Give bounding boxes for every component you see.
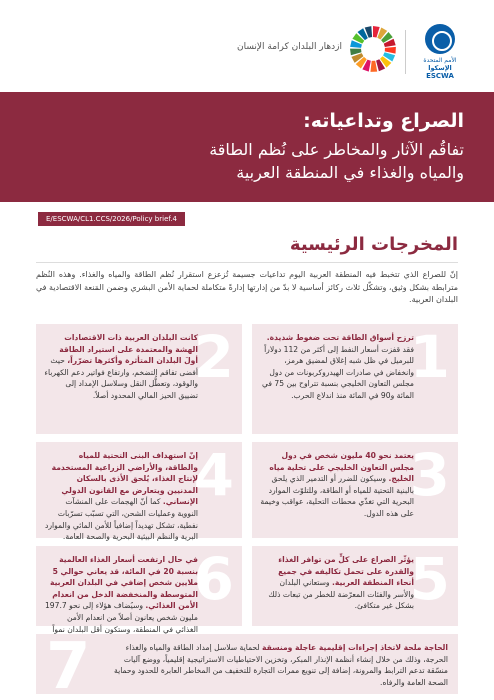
escwa-arabic-name: الإسكوا bbox=[428, 64, 452, 72]
finding-number: 4 bbox=[193, 441, 234, 509]
finding-body: كما أنّ الهجمات على المنشآت النووية وعمليات الشحن، التي تسبّب تسرّبات نفطية، تشكل تهديداً إضافياً للأمن المائي والموارد البرية والنظم البيئية البحرية والصحة العامة. bbox=[44, 497, 198, 542]
finding-body: وسيكون للضرر أو التدمير الذي يلحق بالبنية التحتية للمياه أو الطاقة، وللتلوّث الموارد البحرية التي تغذّي محطات التحلية، عواقب وخيمة على هذه الدول. bbox=[260, 474, 414, 518]
page-subtitle-line-1: تفاقُم الآثار والمخاطر على نُظم الطاقة bbox=[209, 140, 464, 159]
finding-2 bbox=[36, 324, 242, 434]
header-divider bbox=[405, 30, 406, 74]
finding-text bbox=[44, 332, 198, 402]
finding-lead: يؤثّر الصراع على كلٍّ من توافر الغذاء والقدرة على تحمل تكاليفه في جميع أنحاء المنطقة العربية. bbox=[278, 555, 414, 588]
un-name: الأمم المتحدة bbox=[423, 57, 457, 64]
finding-lead: كانت البلدان العربية ذات الاقتصادات الهشة والمعتمدة على استيراد الطاقة أولَ البلدان المتأثرة وأكثرها تضرّراً، bbox=[59, 333, 198, 366]
finding-number: 3 bbox=[409, 441, 450, 509]
page-title: الصراع وتداعياته: bbox=[303, 110, 464, 132]
sdg-wheel-icon bbox=[348, 24, 398, 74]
document-symbol: E/ESCWA/CL1.CCS/2026/Policy brief.4 bbox=[38, 212, 185, 226]
un-emblem-icon bbox=[425, 24, 455, 54]
finding-text bbox=[44, 450, 198, 543]
finding-number: 1 bbox=[409, 323, 450, 391]
finding-lead: ترزح أسواق الطاقة تحت ضغوط شديدة. bbox=[266, 333, 414, 342]
finding-6 bbox=[36, 545, 242, 634]
section-rule bbox=[36, 262, 458, 263]
sdg-wheel-segment bbox=[370, 61, 377, 72]
finding-lead: الحاجة ملحة لاتخاذ إجراءات إقليمية عاجلة ومنسقة bbox=[262, 643, 448, 652]
sdg-tagline: ازدهار البلدان كرامة الإنسان bbox=[237, 42, 342, 52]
finding-body: لحماية سلاسل إمداد الطاقة والمياه والغذاء الحرجة، وذلك من خلال إنشاء أنظمة الإنذار المبكر، وتخزين الاحتياطيات الاستراتيجية إقليمياً، ووضع آليات منسّقة تدعم الترابط والمرونة، إضافة إلى تنويع ممرات التجارة للتخفيف من المخاطر العابرة للحدود وحماية الصحة العامة والرفاه. bbox=[114, 643, 448, 687]
finding-body: وسيُضاف هؤلاء إلى نحو 197.7 مليون شخص يعانون أصلاً من انعدام الأمن الغذائي في المنطقة، وستكون أقل البلدان نمواً bbox=[44, 601, 198, 634]
finding-body: حيث أفضى تفاقم التضخم، وارتفاع فواتير دعم الكهرباء والوقود، وتعطُّل النقل وسلاسل الإمداد إلى تضييق الحيز المالي المحدود أصلاً. bbox=[44, 356, 198, 400]
section-title: المخرجات الرئيسية bbox=[289, 234, 458, 255]
page-subtitle-line-2: والمياه والغذاء في المنطقة العربية bbox=[236, 163, 464, 182]
finding-5 bbox=[252, 546, 458, 626]
finding-4 bbox=[36, 441, 242, 542]
finding-body: وستعاني البلدان والأسر والفئات المعرّضة للخطر من تبعات ذلك بشكل غير متكافئ. bbox=[268, 578, 414, 611]
sdg-logo bbox=[237, 24, 398, 74]
finding-text bbox=[260, 450, 414, 520]
finding-1 bbox=[252, 324, 458, 434]
finding-lead: يعتمد نحو 40 مليون شخص في دول مجلس التعاون الخليجي على تحلية مياه الخليج. bbox=[269, 451, 414, 484]
finding-number: 6 bbox=[193, 545, 234, 613]
escwa-acronym: ESCWA bbox=[426, 72, 454, 80]
finding-3 bbox=[252, 442, 458, 538]
finding-body: فقد قفزت أسعار النفط إلى أكثر من 112 دولاراً للبرميل في ظل شبه إغلاق لمضيق هرمز، وانخفاض في صادرات الهيدروكربونات من دول مجلس التعاون الخليجي بنسبة تتراوح بين 75 في المائة و90 في المائة منذ اندلاع الحرب. bbox=[262, 344, 414, 400]
sdg-wheel-segment bbox=[385, 47, 396, 54]
intro-paragraph: إنّ للصراع الذي تتخبط فيه المنطقة العربية اليوم تداعيات جسيمة تُزعزع استقرار نُظم الطاقة والمياه والغذاء. وهذه النُظم مترابطة بشكل وثيق، وتشكّل ثلاث ركائز أساسية لا بدّ من إدارتها إدارةً متكاملة لحماية الأمن البشري وضمن المَنعة الاقتصادية في البلدان العربية. bbox=[36, 270, 458, 304]
finding-7 bbox=[36, 630, 458, 700]
finding-number: 5 bbox=[409, 545, 450, 613]
finding-lead: إنّ استهداف البنى التحتية للمياه والطاقة، والأراضي الزراعية المستخدمة لإنتاج الغذاء، يُلحق الأذى بالسكان المدنيين ويتعارض مع القانون الدولي الإنساني. bbox=[51, 451, 198, 507]
finding-number: 7 bbox=[46, 630, 91, 700]
finding-number: 2 bbox=[193, 323, 234, 391]
title-band bbox=[0, 92, 494, 202]
escwa-logo bbox=[418, 24, 462, 80]
finding-text bbox=[260, 554, 414, 612]
page-header bbox=[0, 0, 494, 92]
finding-text bbox=[106, 642, 448, 688]
finding-lead: في حال ارتفعت أسعار الغذاء العالمية بنسبة 20 في المائة، قد يعاني حوالي 5 ملايين شخص إضافي في البلدان العربية المتوسطة والمنخفضة الدخل من انعدام الأمن الغذائي. bbox=[49, 555, 198, 611]
finding-text bbox=[260, 332, 414, 402]
